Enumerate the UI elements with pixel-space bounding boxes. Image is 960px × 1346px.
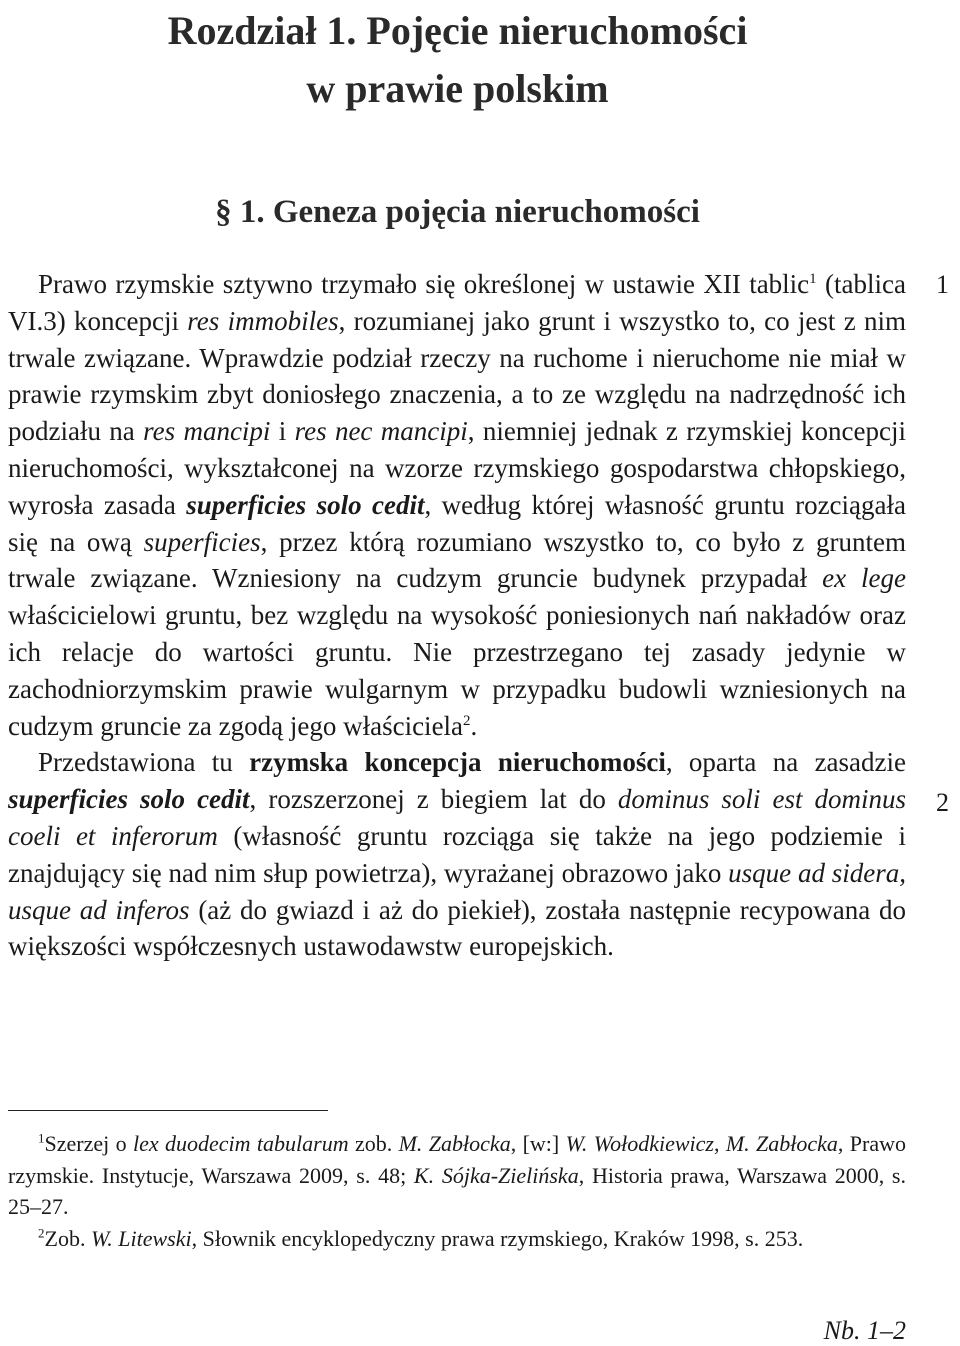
footnote-text: , Prawo rzymskie. Instytucje, Warszawa 2009, s. 48; [8, 1131, 906, 1188]
latin-term: usque ad sidera, usque ad inferos [8, 857, 906, 925]
margin-number-2: 2 [936, 788, 949, 817]
chapter-title-line1: Rozdział 1. Pojęcie nieruchomości [167, 8, 748, 53]
section-title: § 1. Geneza pojęcia nieruchomości [215, 194, 700, 230]
key-term: rzymska koncepcja nieruchomości [249, 747, 666, 778]
footnote-number: 2 [38, 1225, 45, 1241]
paragraph-2 [8, 744, 906, 965]
paragraph-1-text: właścicielowi gruntu, bez względu na wysokość poniesionych nań nakładów oraz ich relacje do wartości gruntu. Nie przestrzegano tej zasady jedynie w zachodniorzymskim prawie wulgarnym w przypadku budowli wzniesionych na cudzym gruncie za zgodą jego właściciela [8, 600, 906, 741]
latin-term: res mancipi [143, 416, 271, 447]
footnotes [8, 1128, 906, 1254]
footnote-text: , Historia prawa, Warszawa 2000, s. 25–27. [8, 1162, 906, 1219]
paragraph-2-text: (aż do gwiazd i aż do piekieł), została następnie recypowana do większości współczesnych ustawodawstw europejskich. [8, 894, 906, 962]
author-name: W. Litewski [90, 1225, 192, 1251]
footnote-text: zob. [348, 1131, 399, 1156]
author-name: M. Zabłocka [725, 1131, 838, 1156]
author-name: K. Sójka-Zielińska [413, 1162, 579, 1188]
latin-term-emphasis: superficies solo cedit [186, 489, 425, 520]
footnote-text: Zob. [44, 1225, 91, 1251]
paragraph-1-text: (tablica VI.3) koncepcji [8, 269, 906, 336]
author-name: W. Wołodkiewicz [565, 1131, 714, 1156]
paragraph-1-text: , niemniej jednak z rzymskiej koncepcji nieruchomości, wykształconej na wzorze rzymskiego gospodarstwa chłopskiego, wyrosła zasada [8, 416, 907, 520]
footnote-ref-1[interactable]: 1 [809, 271, 817, 287]
paragraph-2-text: Przedstawiona tu [38, 747, 250, 778]
footnote-number: 1 [38, 1130, 45, 1146]
footnote-separator [8, 1110, 328, 1111]
author-name: M. Zabłocka [398, 1131, 511, 1156]
footnote-text: lex duodecim tabularum [132, 1131, 349, 1156]
paragraph-2-text: , oparta na zasadzie [665, 747, 907, 778]
footnote-1 [8, 1128, 906, 1223]
chapter-title-line2: w prawie polskim [306, 66, 609, 111]
page-marker: Nb. 1–2 [823, 1316, 906, 1345]
footnote-text: Szerzej o [44, 1131, 133, 1156]
footnote-2 [8, 1223, 906, 1255]
paragraph-1-text: Prawo rzymskie sztywno trzymało się określonej w ustawie XII tablic [38, 269, 810, 299]
footnote-text: , [713, 1131, 726, 1156]
margin-number-1: 1 [936, 270, 949, 299]
latin-term: superficies [143, 526, 261, 557]
paragraph-1 [8, 266, 906, 744]
paragraph-1-text: i [270, 416, 295, 447]
chapter-title [0, 2, 915, 118]
latin-term: res nec mancipi [294, 416, 468, 447]
paragraph-2-text: , rozszerzonej z biegiem lat do [249, 784, 618, 815]
paragraph-1-text: , według której własność gruntu rozciągała się na ową [8, 489, 906, 557]
footnote-text: , Słownik encyklopedyczny prawa rzymskiego, Kraków 1998, s. 253. [191, 1225, 804, 1251]
latin-term: res immobiles [187, 305, 339, 336]
paragraph-1-text: , przez którą rozumiano wszystko to, co było z gruntem trwale związane. Wzniesiony na cudzym gruncie budynek przypadał [8, 526, 906, 594]
paragraph-2-text: (własność gruntu rozciąga się także na jego podziemie i znajdujący się nad nim słup powietrza), wyrażanej obrazowo jako [8, 820, 906, 888]
body-text [8, 266, 906, 965]
footnote-ref-2[interactable]: 2 [463, 712, 471, 729]
latin-term: ex lege [822, 563, 907, 594]
paragraph-1-text: . [470, 710, 478, 741]
paragraph-1-text: , rozumianej jako grunt i wszystko to, co jest z nim trwale związane. Wprawdzie podział rzeczy na ruchome i nieruchome nie miał w prawie rzymskim zbyt doniosłego znaczenia, a to ze względu na nadrzędność ich podziału na [8, 305, 906, 447]
latin-term: dominus soli est dominus coeli et inferorum [8, 784, 906, 851]
latin-term-emphasis: superficies solo cedit [8, 784, 250, 815]
footnote-text: , [w:] [510, 1131, 566, 1156]
